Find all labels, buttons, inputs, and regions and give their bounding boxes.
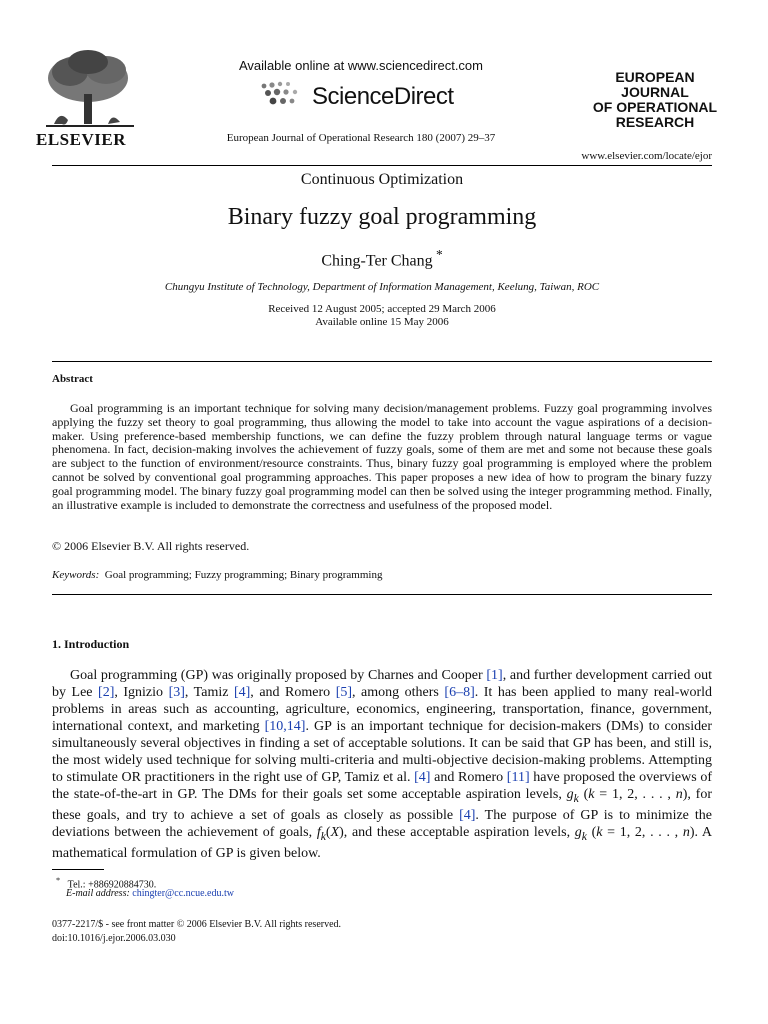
- sciencedirect-dots-logo: [258, 80, 310, 108]
- math-symbol: n: [675, 787, 683, 802]
- sciencedirect-wordmark: ScienceDirect: [312, 83, 454, 110]
- intro-text: . The purpose of GP is to minimize the deviations between the achievement of goals,: [52, 807, 712, 840]
- intro-text: , and Romero: [250, 685, 336, 700]
- intro-text: (: [586, 824, 597, 840]
- math-symbol: n: [682, 824, 690, 840]
- math-symbol: g: [574, 824, 582, 840]
- intro-text: ), and these acceptable aspiration levels,: [339, 824, 575, 840]
- citation-link[interactable]: [10,14]: [264, 719, 306, 734]
- footnote-mark: *: [56, 876, 61, 885]
- abstract-copyright: © 2006 Elsevier B.V. All rights reserved.: [52, 539, 250, 553]
- abstract-body: Goal programming is an important technique for solving many decision/management problems. Fuzzy goal programming involves applying the fuzzy set theory to goal programming, thus allowing the model to take into account the vague aspirations of a decision-maker. Using preference-based membership functions, we can define the fuzzy problem through natural language terms or vague phenomena. In fact, decision-making involves the achievement of fuzzy goals, some of them are met and some not because these goals are subject to the function of environment/resource constraints. Thus, binary fuzzy goal programming is employed where the problem cannot be solved by conventional goal programming approaches. This paper proposes a new idea of how to program the binary fuzzy goal programming model. The binary fuzzy goal programming model can then be solved using the integer programming method. Finally, an illustrative example is included to demonstrate the correctness and usefulness of the proposed model.: [52, 401, 712, 512]
- intro-text: Goal programming (GP) was originally proposed by Charnes and Cooper: [70, 668, 487, 683]
- intro-text: . GP is an important technique for decision-makers (DMs) to consider simultaneously several objectives in finding a set of acceptable solutions. It can be said that GP has been, and still is, the most widely used technique for solving multi-criteria and multi-objective decision-making problems. Attempting to stimulate OR practitioners in the right use of GP, Tamiz et al.: [52, 719, 712, 785]
- received-date: Received 12 August 2005; accepted 29 March 2006: [268, 303, 496, 315]
- intro-text: , and further development carried out by Lee: [52, 668, 713, 700]
- intro-text: ), for these goals, and try to achieve a set of goals as closely as possible: [52, 787, 712, 823]
- journal-title: [580, 70, 730, 130]
- abstract-bottom-divider: [52, 594, 712, 595]
- intro-text: . It has been applied to many real-world problems in areas such as accounting, agriculture, economics, engineering, transportation, finance, government, international context, and marketing: [52, 685, 713, 734]
- introduction-paragraph: [52, 667, 712, 862]
- footnote-divider: [52, 869, 104, 870]
- author-name: Ching-Ter Chang: [321, 252, 433, 270]
- email-label: E-mail address:: [66, 888, 130, 899]
- journal-title-line: EUROPEAN: [615, 69, 695, 85]
- article-dates: [52, 303, 712, 329]
- journal-url-link[interactable]: www.elsevier.com/locate/ejor: [581, 150, 712, 162]
- citation-link[interactable]: [5]: [335, 685, 353, 700]
- affiliation: Chungyu Institute of Technology, Department of Information Management, Keelung, Taiwan, ROC: [164, 281, 600, 293]
- footnote-email: [66, 888, 234, 899]
- header-divider: [52, 165, 712, 166]
- citation-link[interactable]: [4]: [233, 685, 251, 700]
- telephone: Tel.: +886920884730.: [67, 879, 157, 891]
- author-footnote-mark: *: [432, 247, 443, 262]
- citation-link[interactable]: [4]: [414, 770, 431, 785]
- math-symbol: f: [316, 824, 321, 840]
- keywords-label: Keywords:: [52, 569, 100, 581]
- math-subscript: k: [581, 829, 587, 843]
- citation-link[interactable]: [11]: [506, 770, 530, 785]
- publisher-name: ELSEVIER: [36, 130, 126, 149]
- intro-text: , Tamiz: [184, 685, 234, 700]
- keywords-list: Goal programming; Fuzzy programming; Binary programming: [104, 569, 383, 581]
- intro-text: = 1, 2, . . . ,: [602, 824, 683, 840]
- intro-text: have proposed the overviews of the state-of-the-art in GP. The DMs for their goals set some acceptable aspiration levels,: [52, 770, 712, 802]
- available-date: Available online 15 May 2006: [315, 316, 449, 328]
- intro-text: (: [578, 787, 589, 802]
- math-symbol: X: [330, 824, 340, 840]
- intro-text: and Romero: [430, 770, 507, 785]
- intro-text: , among others: [352, 685, 445, 700]
- citation-link[interactable]: [3]: [168, 685, 185, 700]
- journal-title-line: RESEARCH: [615, 114, 695, 130]
- citation-link[interactable]: [4]: [459, 807, 476, 823]
- intro-text: ). A mathematical formulation of GP is given below.: [52, 824, 712, 861]
- journal-title-line: JOURNAL: [621, 84, 689, 100]
- math-symbol: g: [566, 787, 574, 802]
- intro-text: , Ignizio: [114, 685, 169, 700]
- introduction-heading: 1. Introduction: [52, 637, 130, 651]
- keywords-line: [52, 569, 382, 581]
- math-symbol: k: [588, 787, 595, 802]
- author-line: [52, 247, 712, 270]
- abstract-heading: Abstract: [52, 373, 93, 385]
- section-heading: Continuous Optimization: [300, 171, 464, 188]
- journal-reference: European Journal of Operational Research 180 (2007) 29–37: [226, 132, 496, 144]
- issn-line: 0377-2217/$ - see front matter © 2006 Elsevier B.V. All rights reserved.: [52, 919, 342, 930]
- intro-text: = 1, 2, . . . ,: [594, 787, 676, 802]
- citation-link[interactable]: [6–8]: [444, 685, 475, 700]
- math-subscript: k: [573, 791, 579, 805]
- citation-link[interactable]: [1]: [486, 668, 503, 683]
- email-link[interactable]: chingter@cc.ncue.edu.tw: [132, 888, 234, 899]
- math-subscript: k: [320, 829, 326, 843]
- doi-line[interactable]: doi:10.1016/j.ejor.2006.03.030: [52, 933, 176, 944]
- abstract-top-divider: [52, 361, 712, 362]
- citation-link[interactable]: [2]: [98, 685, 115, 700]
- article-title: Binary fuzzy goal programming: [227, 204, 537, 230]
- intro-text: (: [325, 824, 331, 840]
- math-symbol: k: [596, 824, 603, 840]
- available-online-text: Available online at www.sciencedirect.com: [239, 58, 483, 73]
- journal-title-line: OF OPERATIONAL: [592, 99, 718, 115]
